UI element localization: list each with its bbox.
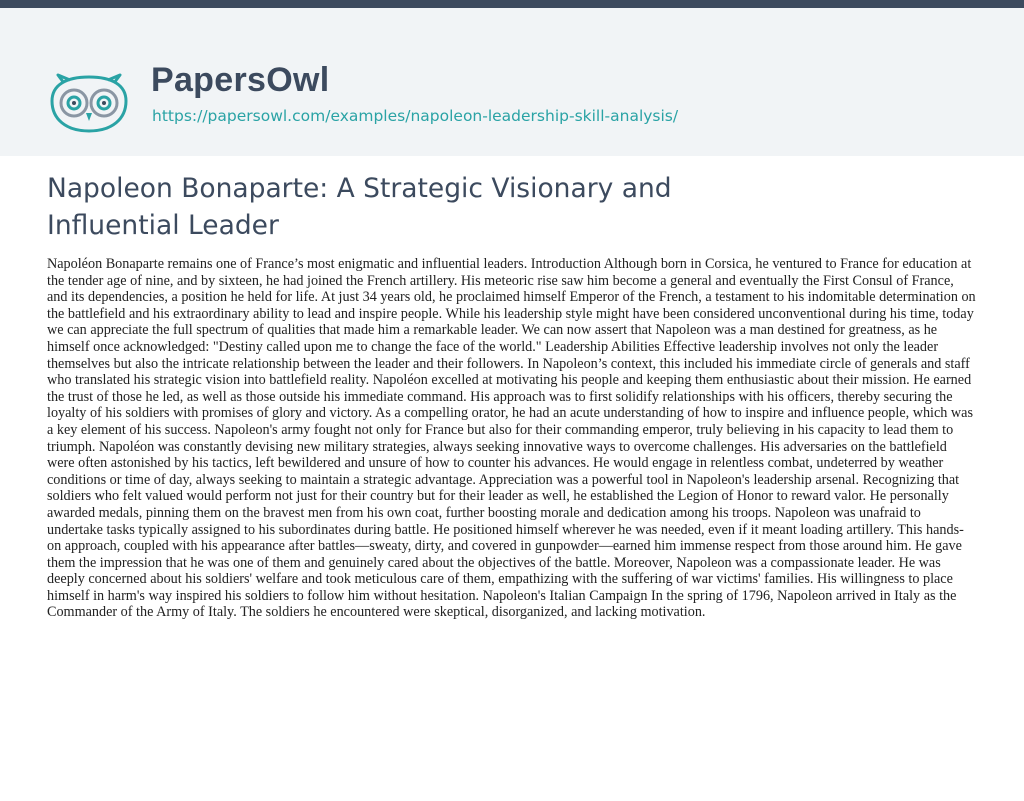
source-url-link[interactable]: https://papersowl.com/examples/napoleon-leadership-skill-analysis/ (152, 107, 679, 125)
essay-body-text: Napoléon Bonaparte remains one of France’s most enigmatic and influential leaders. Introduction Although born in Corsica, he ventured to France for education at the tender age of nine, and by sixteen, he had joined the French artillery. His meteoric rise saw him become a general and eventually the First Consul of France, and its dependencies, a position he held for life. At just 34 years old, he proclaimed himself Emperor of the French, a testament to his indomitable determination on the battlefield and his extraordinary ability to lead and inspire people. While his leadership style might have been considered unconventional during his time, today we can appreciate the full spectrum of qualities that made him a remarkable leader. We can now assert that Napoleon was a man destined for greatness, as he himself once acknowledged: "Destiny called upon me to change the face of the world." Leadership Abilities Effective leadership involves not only the leader themselves but also the intricate relationship between the leader and their followers. In Napoleon’s context, this included his immediate circle of generals and staff who translated his strategic vision into battlefield reality. Napoléon excelled at motivating his people and keeping them enthusiastic about their mission. He earned the trust of those he led, as well as those outside his immediate command. His approach was to first solidify relationships with his officers, thereby securing the loyalty of his soldiers with promises of glory and victory. As a compelling orator, he had an acute understanding of how to inspire and influence people, which was a key element of his success. Napoleon's army fought not only for France but also for their commanding emperor, truly believing in his capacity to lead them to triumph. Napoléon was constantly devising new military strategies, always seeking innovative ways to overcome challenges. His adversaries on the battlefield were often astonished by his tactics, left bewildered and unsure of how to counter his advances. He would engage in relentless combat, undeterred by weather conditions or time of day, always seeking to maintain a strategic advantage. Appreciation was a powerful tool in Napoleon's leadership arsenal. Recognizing that soldiers who felt valued would perform not just for their country but for their leader as well, he established the Legion of Honor to reward valor. He personally awarded medals, pinning them on the bravest men from his own coat, further boosting morale and dedication among his troops. Napoleon was unafraid to undertake tasks typically assigned to his subordinates during battle. He positioned himself wherever he was needed, even if it meant loading artillery. This hands-on approach, coupled with his appearance after battles—sweaty, dirty, and covered in gunpowder—earned him immense respect from those around him. He gave them the impression that he was one of them and genuinely cared about the objectives of the battle. Moreover, Napoleon was a compassionate leader. He was deeply concerned about his soldiers' welfare and took meticulous care of them, empathizing with the suffering of war victims' families. His willingness to place himself in harm's way inspired his soldiers to follow him without hesitation. Napoleon's Italian Campaign In the spring of 1796, Napoleon arrived in Italy as the Commander of the Army of Italy. The soldiers he encountered were skeptical, disorganized, and lacking motivation. (47, 256, 976, 621)
top-accent-bar (0, 0, 1024, 8)
owl-logo-icon (46, 73, 132, 135)
brand-name[interactable]: PapersOwl (151, 61, 330, 99)
site-header (0, 8, 1024, 156)
essay-title: Napoleon Bonaparte: A Strategic Visionary and Influential Leader (47, 173, 672, 241)
